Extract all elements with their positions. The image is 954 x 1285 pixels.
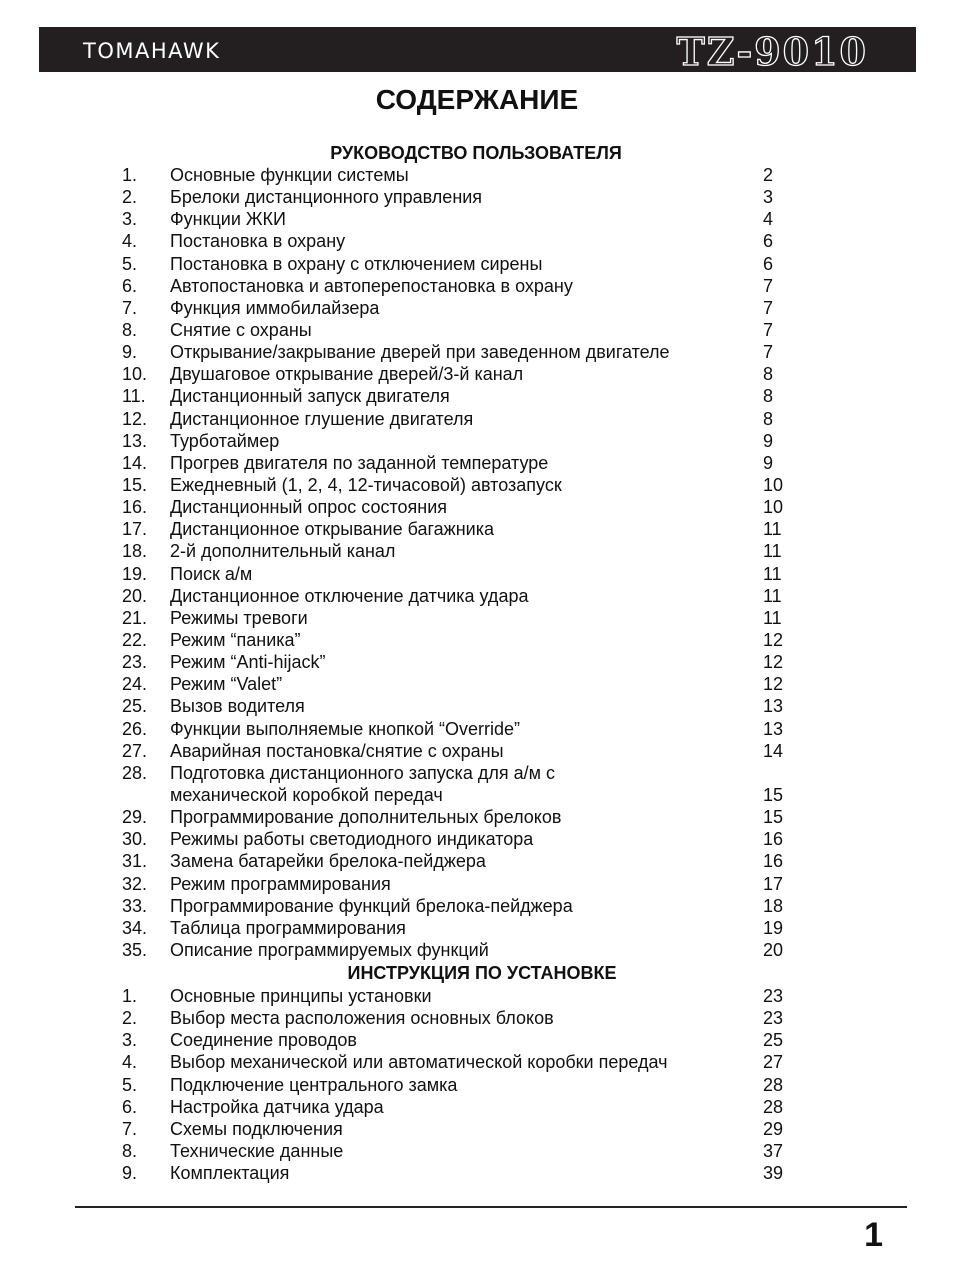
toc-entry-page: 2 bbox=[763, 165, 774, 185]
toc-entry-title: Режим “Anti-hijack” bbox=[170, 652, 326, 673]
toc-entry-number: 7. bbox=[122, 1118, 138, 1139]
toc-entry-number: 30. bbox=[122, 829, 148, 850]
toc-entry-page: 19 bbox=[763, 917, 784, 938]
toc-entry-title: Автопостановка и автоперепостановка в охрану bbox=[170, 275, 573, 296]
toc-entry bbox=[0, 1029, 954, 1051]
toc-entry-page: 28 bbox=[763, 1096, 784, 1117]
toc-entry-page: 9 bbox=[763, 452, 774, 473]
toc-entry-number: 34. bbox=[122, 917, 148, 938]
toc-entry bbox=[0, 607, 954, 629]
toc-entry bbox=[0, 430, 954, 452]
toc-entry-page: 14 bbox=[763, 740, 784, 761]
toc-entry-page: 11 bbox=[763, 563, 782, 584]
toc-entry-title: Основные функции системы bbox=[170, 165, 409, 185]
toc-entry-title: Брелоки дистанционного управления bbox=[170, 187, 483, 208]
toc-entry-title: Режимы тревоги bbox=[170, 607, 308, 628]
toc-entry-number: 15. bbox=[122, 474, 148, 495]
toc-entry-number: 4. bbox=[122, 231, 138, 252]
toc-entry-page: 10 bbox=[763, 497, 784, 518]
toc-entry bbox=[0, 385, 954, 407]
footer-divider bbox=[75, 1206, 907, 1208]
toc-entry-title: Таблица программирования bbox=[170, 917, 406, 938]
toc-entry-number: 26. bbox=[122, 718, 148, 739]
toc-entry-number: 1. bbox=[122, 986, 138, 1006]
toc-entry-title: Режим программирования bbox=[170, 873, 391, 894]
toc-entry bbox=[0, 563, 954, 585]
toc-entry-number: 9. bbox=[122, 342, 138, 363]
toc-entry-page: 7 bbox=[763, 319, 774, 340]
toc-entry-title: Аварийная постановка/снятие с охраны bbox=[170, 740, 504, 761]
toc-entry bbox=[0, 895, 954, 917]
toc-entry-page: 15 bbox=[763, 807, 784, 828]
toc-entry-page: 11 bbox=[763, 607, 782, 628]
toc-entry-title: Программирование функций брелока-пейджера bbox=[170, 895, 573, 916]
toc-entry-page: 23 bbox=[763, 1008, 784, 1029]
toc-entry bbox=[0, 784, 954, 806]
toc-entry-page: 8 bbox=[763, 408, 774, 429]
toc-entry-page: 7 bbox=[763, 297, 774, 318]
toc-entry-number: 29. bbox=[122, 807, 148, 828]
toc-entry bbox=[0, 208, 954, 230]
toc-entry bbox=[0, 1007, 954, 1029]
toc-entry-number: 18. bbox=[122, 541, 148, 562]
toc-entry bbox=[0, 651, 954, 673]
toc-entry-title: Поиск а/м bbox=[170, 563, 253, 584]
toc-entry bbox=[0, 1118, 954, 1140]
toc-entry-number: 33. bbox=[122, 895, 148, 916]
toc-entry bbox=[0, 762, 954, 784]
toc-entry-page: 11 bbox=[763, 541, 782, 562]
toc-entry-number: 6. bbox=[122, 275, 138, 296]
toc-entry-page: 16 bbox=[763, 851, 784, 872]
toc-entry-title: Основные принципы установки bbox=[170, 986, 432, 1006]
toc-entry bbox=[0, 1096, 954, 1118]
toc-entry bbox=[0, 673, 954, 695]
toc-entry-page: 7 bbox=[763, 275, 774, 296]
toc-entry-number: 31. bbox=[122, 851, 148, 872]
toc-entry-number: 3. bbox=[122, 209, 138, 230]
header-bar bbox=[39, 27, 916, 72]
toc-entry bbox=[0, 275, 954, 297]
toc-entry-number: 22. bbox=[122, 629, 148, 650]
toc-entry-title: Комплектация bbox=[170, 1163, 290, 1184]
toc-entry-page: 3 bbox=[763, 187, 774, 208]
toc-entry-number: 1. bbox=[122, 165, 138, 185]
toc-list-installation bbox=[0, 985, 954, 1184]
section-heading-user-guide: РУКОВОДСТВО ПОЛЬЗОВАТЕЛЯ bbox=[330, 143, 622, 163]
toc-entry bbox=[0, 985, 954, 1007]
toc-entry-title: Подготовка дистанционного запуска для а/м с bbox=[170, 762, 555, 783]
toc-entry-number: 21. bbox=[122, 607, 148, 628]
toc-entry-title: Дистанционное глушение двигателя bbox=[170, 408, 474, 429]
toc-entry-page: 25 bbox=[763, 1030, 784, 1051]
toc-entry bbox=[0, 496, 954, 518]
toc-entry-title: Режим “паника” bbox=[170, 629, 301, 650]
toc-entry-page: 11 bbox=[763, 519, 782, 540]
toc-entry-number: 6. bbox=[122, 1096, 138, 1117]
toc-entry-number: 19. bbox=[122, 563, 148, 584]
toc-entry-number: 2. bbox=[122, 1008, 138, 1029]
toc-entry-title: Режимы работы светодиодного индикатора bbox=[170, 829, 534, 850]
toc-entry-title: Подключение центрального замка bbox=[170, 1074, 458, 1095]
toc-entry-number: 5. bbox=[122, 1074, 138, 1095]
toc-entry bbox=[0, 319, 954, 341]
toc-entry-title: Настройка датчика удара bbox=[170, 1096, 384, 1117]
toc-entry bbox=[0, 939, 954, 961]
toc-entry-title: Дистанционный опрос состояния bbox=[170, 497, 448, 518]
toc-entry bbox=[0, 1140, 954, 1162]
toc-entry bbox=[0, 917, 954, 939]
toc-entry bbox=[0, 629, 954, 651]
toc-entry bbox=[0, 695, 954, 717]
toc-entry bbox=[0, 873, 954, 895]
toc-entry bbox=[0, 1074, 954, 1096]
toc-entry-title: Вызов водителя bbox=[170, 696, 305, 717]
toc-entry bbox=[0, 718, 954, 740]
toc-entry-page: 8 bbox=[763, 364, 774, 385]
page-title: СОДЕРЖАНИЕ bbox=[375, 84, 579, 115]
toc-entry-page: 16 bbox=[763, 829, 784, 850]
toc-entry-number: 25. bbox=[122, 696, 148, 717]
toc-list-user-guide bbox=[0, 164, 954, 961]
toc-entry-number: 17. bbox=[122, 519, 148, 540]
toc-entry-page: 18 bbox=[763, 895, 784, 916]
toc-entry-page: 4 bbox=[763, 209, 774, 230]
brand-logo: TOMAHAWK bbox=[83, 39, 221, 63]
toc-entry-title: Функции ЖКИ bbox=[170, 209, 286, 230]
toc-entry-title: механической коробкой передач bbox=[170, 784, 443, 805]
toc-entry bbox=[0, 408, 954, 430]
toc-entry bbox=[0, 1051, 954, 1073]
toc-entry-page: 37 bbox=[763, 1140, 784, 1161]
toc-entry-title: Выбор механической или автоматической коробки передач bbox=[170, 1052, 668, 1073]
toc-entry-number: 14. bbox=[122, 452, 148, 473]
model-name: TZ-9010 bbox=[676, 29, 868, 74]
page-number: 1 bbox=[864, 1216, 883, 1254]
toc-entry-page: 23 bbox=[763, 986, 784, 1006]
toc-entry-page: 13 bbox=[763, 696, 784, 717]
toc-entry-title: Режим “Valet” bbox=[170, 674, 283, 695]
toc-entry-page: 7 bbox=[763, 342, 774, 363]
toc-entry-number: 5. bbox=[122, 253, 138, 274]
toc-entry-number: 16. bbox=[122, 497, 148, 518]
toc-entry-title: Схемы подключения bbox=[170, 1118, 343, 1139]
toc-entry-page: 20 bbox=[763, 939, 784, 960]
toc-entry-number: 9. bbox=[122, 1163, 138, 1184]
toc-entry bbox=[0, 474, 954, 496]
toc-entry-number: 23. bbox=[122, 652, 148, 673]
toc-entry-page: 28 bbox=[763, 1074, 784, 1095]
toc-entry-title: Технические данные bbox=[170, 1140, 344, 1161]
toc-entry-title: Программирование дополнительных брелоков bbox=[170, 807, 562, 828]
toc-entry-page: 6 bbox=[763, 231, 774, 252]
toc-entry-title: Функции выполняемые кнопкой “Override” bbox=[170, 718, 521, 739]
toc-entry-title: 2-й дополнительный канал bbox=[170, 541, 396, 562]
toc-entry-number: 32. bbox=[122, 873, 148, 894]
toc-entry-number: 12. bbox=[122, 408, 148, 429]
toc-entry-page: 6 bbox=[763, 253, 774, 274]
toc-entry-title: Описание программируемых функций bbox=[170, 939, 489, 960]
toc-entry-page: 15 bbox=[763, 784, 784, 805]
toc-entry bbox=[0, 363, 954, 385]
toc-entry-title: Открывание/закрывание дверей при заведенном двигателе bbox=[170, 342, 670, 363]
toc-entry-page: 10 bbox=[763, 474, 784, 495]
toc-entry bbox=[0, 850, 954, 872]
toc-entry bbox=[0, 341, 954, 363]
toc-entry bbox=[0, 186, 954, 208]
toc-entry bbox=[0, 740, 954, 762]
toc-entry bbox=[0, 1162, 954, 1184]
toc-entry-page: 17 bbox=[763, 873, 784, 894]
toc-entry bbox=[0, 806, 954, 828]
section-heading-installation: ИНСТРУКЦИЯ ПО УСТАНОВКЕ bbox=[347, 963, 617, 983]
toc-entry-number: 3. bbox=[122, 1030, 138, 1051]
toc-entry bbox=[0, 540, 954, 562]
toc-entry-number: 4. bbox=[122, 1052, 138, 1073]
toc-entry bbox=[0, 452, 954, 474]
toc-entry-number: 8. bbox=[122, 319, 138, 340]
toc-entry-page: 39 bbox=[763, 1163, 784, 1184]
toc-entry-number: 27. bbox=[122, 740, 148, 761]
toc-entry-number: 10. bbox=[122, 364, 148, 385]
toc-entry-title: Дистанционное открывание багажника bbox=[170, 519, 494, 540]
toc-entry-page: 29 bbox=[763, 1118, 784, 1139]
toc-entry-title: Постановка в охрану с отключением сирены bbox=[170, 253, 543, 274]
toc-entry-page: 9 bbox=[763, 430, 774, 451]
toc-entry-number: 35. bbox=[122, 939, 148, 960]
toc-entry-title: Прогрев двигателя по заданной температуре bbox=[170, 452, 549, 473]
toc-entry-number: 20. bbox=[122, 585, 148, 606]
toc-entry bbox=[0, 253, 954, 275]
toc-entry-number: 2. bbox=[122, 187, 138, 208]
toc-entry-number: 8. bbox=[122, 1140, 138, 1161]
toc-entry-page: 12 bbox=[763, 629, 784, 650]
toc-entry-title: Соединение проводов bbox=[170, 1030, 357, 1051]
toc-entry-number: 13. bbox=[122, 430, 148, 451]
toc-entry bbox=[0, 164, 954, 186]
toc-entry-title: Ежедневный (1, 2, 4, 12-тичасовой) автозапуск bbox=[170, 474, 562, 495]
toc-entry-title: Снятие с охраны bbox=[170, 319, 312, 340]
toc-entry-number: 7. bbox=[122, 297, 138, 318]
toc-entry-title: Дистанционный запуск двигателя bbox=[170, 386, 450, 407]
toc-entry-title: Выбор места расположения основных блоков bbox=[170, 1008, 554, 1029]
toc-entry-page: 8 bbox=[763, 386, 774, 407]
toc-entry bbox=[0, 230, 954, 252]
toc-entry-number: 28. bbox=[122, 762, 148, 783]
toc-entry-page: 12 bbox=[763, 674, 784, 695]
toc-entry-title: Турботаймер bbox=[170, 430, 280, 451]
toc-entry-number: 11. bbox=[122, 386, 146, 407]
toc-entry-page: 12 bbox=[763, 652, 784, 673]
toc-entry bbox=[0, 518, 954, 540]
toc-entry bbox=[0, 297, 954, 319]
toc-entry-title: Постановка в охрану bbox=[170, 231, 346, 252]
toc-entry-title: Двушаговое открывание дверей/3-й канал bbox=[170, 364, 524, 385]
toc-entry bbox=[0, 585, 954, 607]
toc-entry-title: Замена батарейки брелока-пейджера bbox=[170, 851, 486, 872]
toc-entry-title: Дистанционное отключение датчика удара bbox=[170, 585, 529, 606]
toc-entry-page: 13 bbox=[763, 718, 784, 739]
toc-entry-number: 24. bbox=[122, 674, 148, 695]
toc-entry-page: 27 bbox=[763, 1052, 784, 1073]
toc-entry-title: Функция иммобилайзера bbox=[170, 297, 380, 318]
toc-entry-page: 11 bbox=[763, 585, 782, 606]
toc-entry bbox=[0, 828, 954, 850]
